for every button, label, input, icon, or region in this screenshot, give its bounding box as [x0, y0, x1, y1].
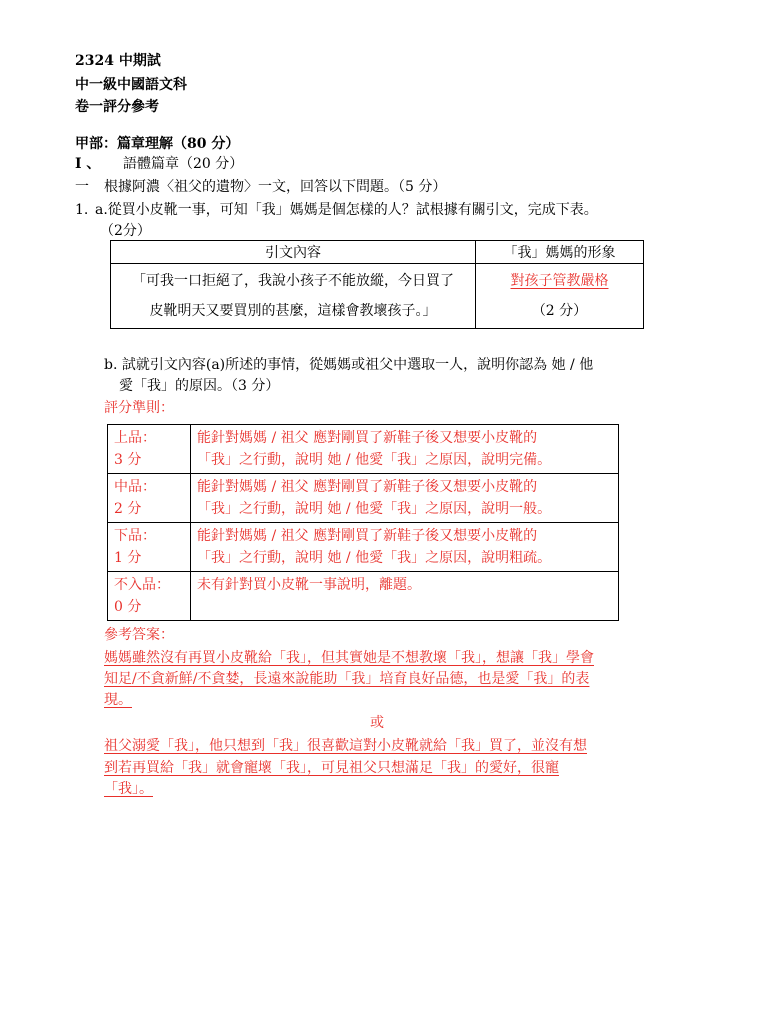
rubric-desc-line-1: 能針對媽媽 / 祖父 應對剛買了新鞋子後又想要小皮靴的: [197, 528, 538, 544]
part-instruction: 根據阿濃〈祖父的遺物〉一文，回答以下問題。（5 分）: [104, 179, 447, 195]
rubric-desc-line-1: 能針對媽媽 / 祖父 應對剛買了新鞋子後又想要小皮靴的: [197, 430, 538, 446]
paper-title: 卷一評分參考: [75, 99, 159, 115]
sub-title: 語體篇章（20 分）: [123, 156, 244, 172]
rubric-level: 下品：: [114, 528, 156, 544]
question-1b-line-2: 愛「我」的原因。（3 分）: [119, 378, 280, 394]
quote-table: [110, 240, 644, 329]
rubric-desc-line-1: 能針對媽媽 / 祖父 應對剛買了新鞋子後又想要小皮靴的: [197, 479, 538, 495]
rubric-desc-line-2: 「我」之行動，說明 她 / 他愛「我」之原因，說明一般。: [197, 501, 552, 517]
question-1a-marks: （2分）: [100, 223, 151, 239]
reference-answer-1-line-2: 知足/不貪新鮮/不貪婪，長遠來說能助「我」培育良好品德，也是愛「我」的表: [104, 671, 590, 687]
rubric-desc-cell: [191, 572, 619, 621]
reference-answer-2-line-3: 「我」。: [104, 781, 153, 797]
section-title: 甲部：篇章理解（80 分）: [75, 136, 240, 152]
rubric-label: 評分準則：: [104, 400, 174, 416]
rubric-row: [108, 474, 619, 523]
rubric-score: 0 分: [114, 599, 142, 615]
rubric-level-cell: [108, 572, 191, 621]
rubric-desc-line-2: 「我」之行動，說明 她 / 他愛「我」之原因，說明粗疏。: [197, 550, 552, 566]
rubric-score: 3 分: [114, 452, 142, 468]
or-separator: 或: [370, 715, 384, 731]
sub-number: I 、: [75, 156, 101, 172]
reference-answer-2-line-2: 到若再買給「我」就會寵壞「我」，可見祖父只想滿足「我」的愛好，很寵: [104, 760, 559, 776]
rubric-desc-cell: [191, 523, 619, 572]
answer-marks: （2 分）: [531, 303, 588, 319]
rubric-row: [108, 572, 619, 621]
header-quote: 引文內容: [111, 241, 476, 264]
course-title: 中一級中國語文科: [75, 77, 187, 93]
reference-label: 參考答案：: [104, 627, 174, 643]
rubric-score: 1 分: [114, 550, 142, 566]
rubric-desc-line-2: 「我」之行動，說明 她 / 他愛「我」之原因，說明完備。: [197, 452, 552, 468]
rubric-desc-cell: [191, 425, 619, 474]
answer-cell: [476, 264, 644, 329]
question-1a-text: a.從買小皮靴一事，可知「我」媽媽是個怎樣的人？試根據有關引文，完成下表。: [95, 202, 598, 218]
reference-answer-1-line-3: 現。: [104, 692, 132, 708]
rubric-level: 上品：: [114, 430, 156, 446]
quote-cell: [111, 264, 476, 329]
quote-line-2: 皮靴明天又要買別的甚麼，這樣會教壞孩子。」: [149, 303, 437, 319]
reference-answer-1-line-1: 媽媽雖然沒有再買小皮靴給「我」，但其實她是不想教壞「我」，想讓「我」學會: [104, 650, 594, 666]
question-1b-line-1: b. 試就引文內容(a)所述的事情，從媽媽或祖父中選取一人，說明你認為 她 / 他: [104, 357, 594, 373]
reference-answer-2-line-1: 祖父溺愛「我」，他只想到「我」很喜歡這對小皮靴就給「我」買了，並沒有想: [104, 738, 587, 754]
rubric-score: 2 分: [114, 501, 142, 517]
rubric-level-cell: [108, 474, 191, 523]
part-number: 一: [75, 179, 89, 195]
answer-text: 對孩子管教嚴格: [510, 273, 609, 289]
rubric-table: [107, 424, 619, 621]
quote-table-row: [111, 264, 644, 329]
rubric-desc-line-1: 未有針對買小皮靴一事說明，離題。: [197, 577, 421, 593]
rubric-desc-cell: [191, 474, 619, 523]
rubric-level: 不入品：: [114, 577, 170, 593]
quote-table-header: [111, 241, 644, 264]
exam-code-title: 2324 中期試: [75, 53, 161, 69]
rubric-level-cell: [108, 425, 191, 474]
rubric-level: 中品：: [114, 479, 156, 495]
quote-line-1: 「可我一口拒絕了，我說小孩子不能放縱，今日買了: [132, 273, 454, 289]
question-number: 1.: [75, 202, 89, 218]
rubric-row: [108, 523, 619, 572]
header-image: 「我」媽媽的形象: [476, 241, 644, 264]
rubric-level-cell: [108, 523, 191, 572]
rubric-row: [108, 425, 619, 474]
